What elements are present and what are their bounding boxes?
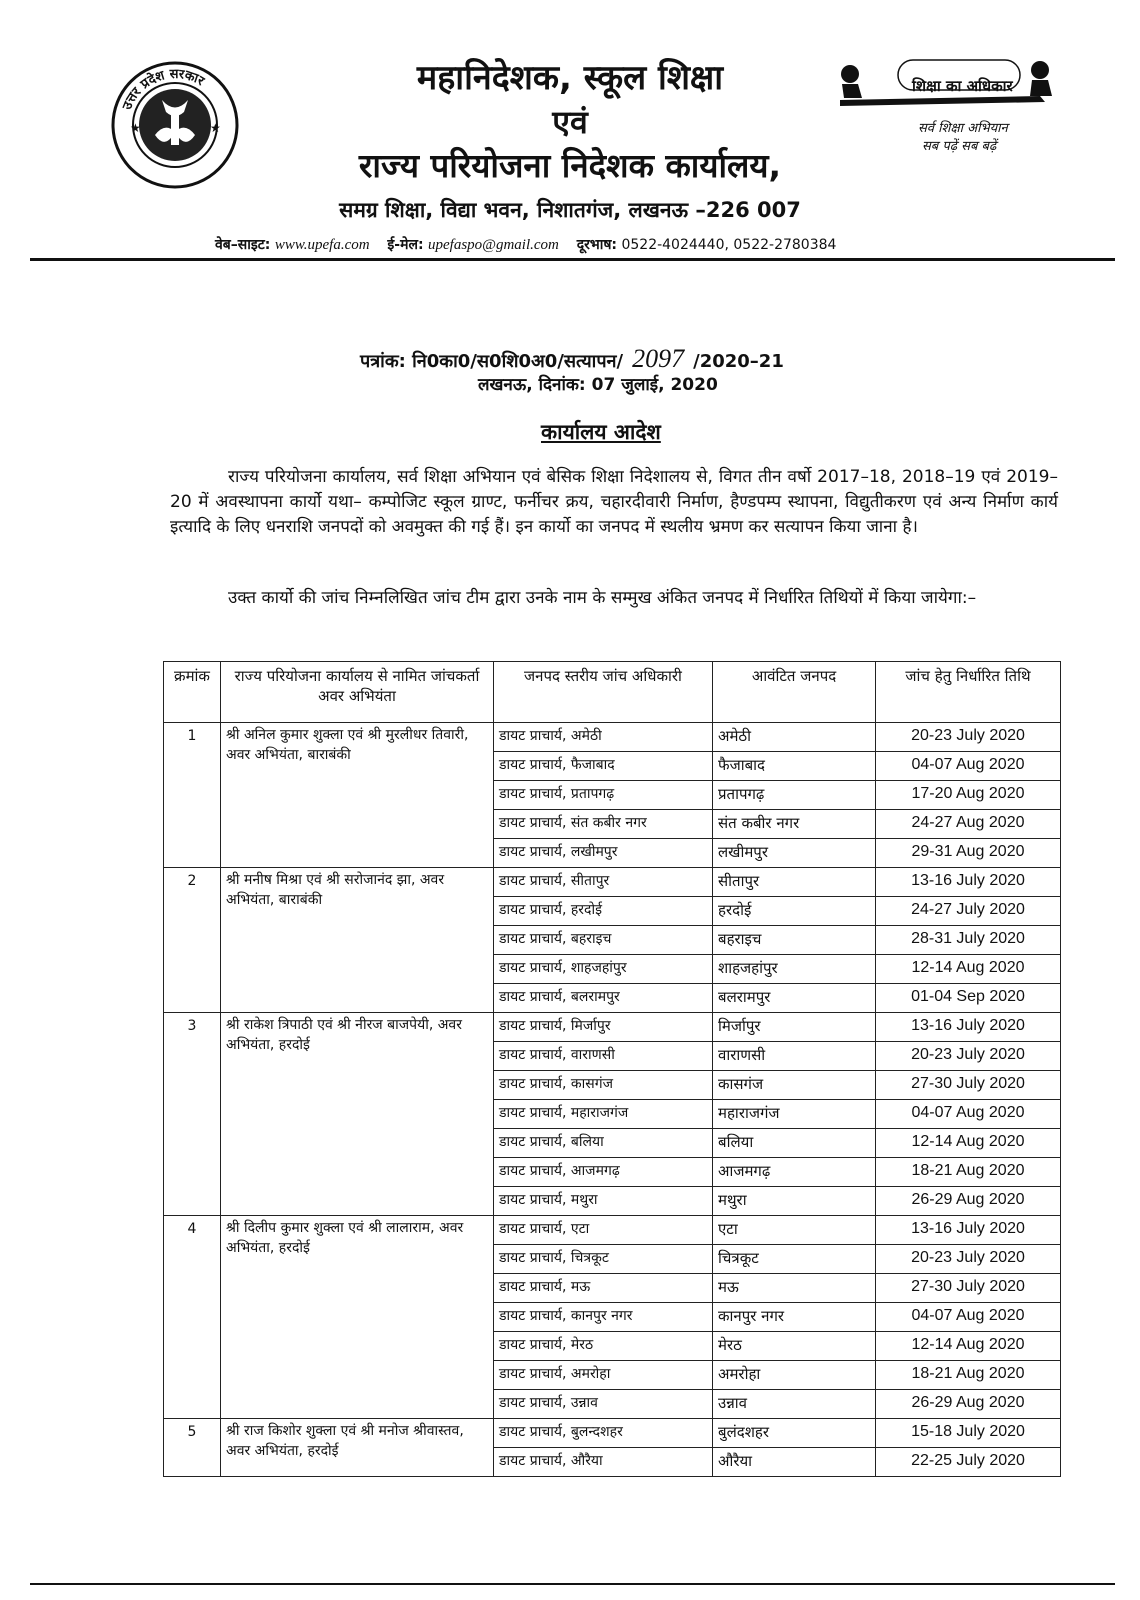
website-link[interactable]: www.upefa.com [274, 237, 370, 253]
svg-text:उत्तर प्रदेश सरकार: उत्तर प्रदेश सरकार [119, 66, 207, 112]
inspection-date: 01-04 Sep 2020 [876, 984, 1061, 1013]
district-officer: डायट प्राचार्य, शाहजहांपुर [494, 955, 713, 984]
district-officer: डायट प्राचार्य, मऊ [494, 1274, 713, 1303]
allotted-district: मेरठ [713, 1332, 876, 1361]
district-officer: डायट प्राचार्य, हरदोई [494, 897, 713, 926]
team-engineers: श्री अनिल कुमार शुक्ला एवं श्री मुरलीधर तिवारी, अवर अभियंता, बाराबंकी [221, 723, 494, 868]
allotted-district: बुलंदशहर [713, 1419, 876, 1448]
district-officer: डायट प्राचार्य, बलरामपुर [494, 984, 713, 1013]
inspection-date: 22-25 July 2020 [876, 1448, 1061, 1477]
reference-prefix: पत्रांक: नि0का0/स0शि0अ0/सत्यापन/ [360, 351, 624, 372]
allotted-district: सीतापुर [713, 868, 876, 897]
inspection-date: 04-07 Aug 2020 [876, 1100, 1061, 1129]
district-officer: डायट प्राचार्य, आजमगढ़ [494, 1158, 713, 1187]
phone-label: दूरभाष: [576, 237, 618, 253]
table-row [164, 723, 1061, 752]
allotted-district: अमेठी [713, 723, 876, 752]
header-title-line1: महानिदेशक, स्कूल शिक्षा [416, 58, 724, 98]
allotted-district: बहराइच [713, 926, 876, 955]
district-officer: डायट प्राचार्य, कासगंज [494, 1071, 713, 1100]
inspection-date: 20-23 July 2020 [876, 723, 1061, 752]
district-officer: डायट प्राचार्य, प्रतापगढ़ [494, 781, 713, 810]
col-header-date: जांच हेतु निर्धारित तिथि [876, 662, 1061, 723]
inspection-date: 29-31 Aug 2020 [876, 839, 1061, 868]
allotted-district: उन्नाव [713, 1390, 876, 1419]
email-label: ई-मेल: [387, 237, 424, 253]
allotted-district: शाहजहांपुर [713, 955, 876, 984]
inspection-date: 24-27 July 2020 [876, 897, 1061, 926]
inspection-date: 26-29 Aug 2020 [876, 1390, 1061, 1419]
col-header-engineer: राज्य परियोजना कार्यालय से नामित जांचकर्ता अवर अभियंता [221, 662, 494, 723]
website-label: वेब–साइट: [215, 237, 271, 253]
team-engineers: श्री दिलीप कुमार शुक्ला एवं श्री लालाराम, अवर अभियंता, हरदोई [221, 1216, 494, 1419]
inspection-date: 26-29 Aug 2020 [876, 1187, 1061, 1216]
district-officer: डायट प्राचार्य, औरैया [494, 1448, 713, 1477]
inspection-date: 13-16 July 2020 [876, 1013, 1061, 1042]
inspection-date: 15-18 July 2020 [876, 1419, 1061, 1448]
sarva-shiksha-subtitle: सर्व शिक्षा अभियान [918, 121, 1008, 136]
inspection-date: 13-16 July 2020 [876, 868, 1061, 897]
svg-text:★: ★ [210, 121, 221, 135]
inspection-date: 04-07 Aug 2020 [876, 1303, 1061, 1332]
allotted-district: प्रतापगढ़ [713, 781, 876, 810]
allotted-district: अमरोहा [713, 1361, 876, 1390]
inspection-date: 20-23 July 2020 [876, 1245, 1061, 1274]
inspection-date: 28-31 July 2020 [876, 926, 1061, 955]
district-officer: डायट प्राचार्य, संत कबीर नगर [494, 810, 713, 839]
inspection-date: 12-14 Aug 2020 [876, 1332, 1061, 1361]
order-paragraph-1: राज्य परियोजना कार्यालय, सर्व शिक्षा अभियान एवं बेसिक शिक्षा निदेशालय से, विगत तीन वर्षो 2017–18, 2018–19 एवं 2019–20 में अवस्थापना कार्यो यथा– कम्पोजिट स्कूल ग्राण्ट, फर्नीचर क्रय, चहारदीवारी निर्माण, हैण्डपम्प स्थापना, विद्युतीकरण एवं अन्य निर्माण कार्य इत्यादि के लिए धनराशि जनपदों को अवमुक्त की गई हैं। इन कार्यो का जनपद में स्थलीय भ्रमण कर सत्यापन किया जाना है। [170, 467, 1058, 537]
inspection-date: 18-21 Aug 2020 [876, 1158, 1061, 1187]
district-officer: डायट प्राचार्य, अमरोहा [494, 1361, 713, 1390]
email-link[interactable]: upefaspo@gmail.com [428, 237, 559, 253]
header-address: समग्र शिक्षा, विद्या भवन, निशातगंज, लखनऊ –226 007 [339, 198, 801, 222]
footer-divider [30, 1583, 1115, 1585]
district-officer: डायट प्राचार्य, सीतापुर [494, 868, 713, 897]
team-engineers: श्री राकेश त्रिपाठी एवं श्री नीरज बाजपेयी, अवर अभियंता, हरदोई [221, 1013, 494, 1216]
col-header-district: आवंटित जनपद [713, 662, 876, 723]
team-serial-number: 4 [164, 1216, 221, 1419]
district-officer: डायट प्राचार्य, बुलन्दशहर [494, 1419, 713, 1448]
allotted-district: मथुरा [713, 1187, 876, 1216]
svg-text:★: ★ [130, 121, 141, 135]
table-row [164, 1013, 1061, 1042]
table-header-row [164, 662, 1061, 723]
up-government-emblem-icon [110, 60, 240, 190]
table-row [164, 1216, 1061, 1245]
sarva-shiksha-slogan: सब पढ़ें सब बढ़ें [922, 139, 997, 154]
place-date: लखनऊ, दिनांक: 07 जुलाई, 2020 [478, 375, 718, 395]
table-row [164, 868, 1061, 897]
col-header-sn: क्रमांक [164, 662, 221, 723]
district-officer: डायट प्राचार्य, बहराइच [494, 926, 713, 955]
allotted-district: औरैया [713, 1448, 876, 1477]
allotted-district: चित्रकूट [713, 1245, 876, 1274]
inspection-date: 24-27 Aug 2020 [876, 810, 1061, 839]
district-officer: डायट प्राचार्य, मथुरा [494, 1187, 713, 1216]
district-officer: डायट प्राचार्य, मिर्जापुर [494, 1013, 713, 1042]
team-engineers: श्री राज किशोर शुक्ला एवं श्री मनोज श्रीवास्तव, अवर अभियंता, हरदोई [221, 1419, 494, 1477]
district-officer: डायट प्राचार्य, एटा [494, 1216, 713, 1245]
inspection-schedule-table [163, 661, 1061, 1477]
district-officer: डायट प्राचार्य, मेरठ [494, 1332, 713, 1361]
header-title-line3: राज्य परियोजना निदेशक कार्यालय, [358, 146, 782, 185]
team-serial-number: 1 [164, 723, 221, 868]
inspection-date: 13-16 July 2020 [876, 1216, 1061, 1245]
allotted-district: वाराणसी [713, 1042, 876, 1071]
order-title: कार्यालय आदेश [541, 420, 661, 444]
district-officer: डायट प्राचार्य, उन्नाव [494, 1390, 713, 1419]
table-row [164, 1419, 1061, 1448]
allotted-district: संत कबीर नगर [713, 810, 876, 839]
inspection-date: 27-30 July 2020 [876, 1071, 1061, 1100]
district-officer: डायट प्राचार्य, फैजाबाद [494, 752, 713, 781]
reference-suffix: /2020–21 [693, 351, 784, 372]
inspection-date: 27-30 July 2020 [876, 1274, 1061, 1303]
district-officer: डायट प्राचार्य, अमेठी [494, 723, 713, 752]
allotted-district: कानपुर नगर [713, 1303, 876, 1332]
letter-reference [360, 344, 784, 374]
allotted-district: मऊ [713, 1274, 876, 1303]
inspection-date: 12-14 Aug 2020 [876, 1129, 1061, 1158]
allotted-district: मिर्जापुर [713, 1013, 876, 1042]
inspection-date: 20-23 July 2020 [876, 1042, 1061, 1071]
district-officer: डायट प्राचार्य, कानपुर नगर [494, 1303, 713, 1332]
phone-numbers: 0522-4024440, 0522-2780384 [621, 237, 837, 253]
allotted-district: कासगंज [713, 1071, 876, 1100]
district-officer: डायट प्राचार्य, महाराजगंज [494, 1100, 713, 1129]
team-serial-number: 2 [164, 868, 221, 1013]
district-officer: डायट प्राचार्य, लखीमपुर [494, 839, 713, 868]
header-title-line2: एवं [552, 103, 588, 141]
allotted-district: फैजाबाद [713, 752, 876, 781]
col-header-officer: जनपद स्तरीय जांच अधिकारी [494, 662, 713, 723]
allotted-district: महाराजगंज [713, 1100, 876, 1129]
contact-line [215, 235, 975, 255]
district-officer: डायट प्राचार्य, बलिया [494, 1129, 713, 1158]
allotted-district: एटा [713, 1216, 876, 1245]
header-divider [30, 258, 1115, 261]
sarva-shiksha-title: शिक्षा का अधिकार [912, 77, 1013, 95]
district-officer: डायट प्राचार्य, वाराणसी [494, 1042, 713, 1071]
allotted-district: हरदोई [713, 897, 876, 926]
order-paragraph-2: उक्त कार्यो की जांच निम्नलिखित जांच टीम द्वारा उनके नाम के सम्मुख अंकित जनपद में निर्धारित तिथियों में किया जायेगा:– [228, 588, 977, 608]
team-serial-number: 5 [164, 1419, 221, 1477]
inspection-date: 18-21 Aug 2020 [876, 1361, 1061, 1390]
allotted-district: बलरामपुर [713, 984, 876, 1013]
district-officer: डायट प्राचार्य, चित्रकूट [494, 1245, 713, 1274]
allotted-district: बलिया [713, 1129, 876, 1158]
allotted-district: लखीमपुर [713, 839, 876, 868]
team-serial-number: 3 [164, 1013, 221, 1216]
inspection-date: 04-07 Aug 2020 [876, 752, 1061, 781]
reference-number: 2097 [632, 344, 685, 373]
allotted-district: आजमगढ़ [713, 1158, 876, 1187]
team-engineers: श्री मनीष मिश्रा एवं श्री सरोजानंद झा, अवर अभियंता, बाराबंकी [221, 868, 494, 1013]
inspection-date: 12-14 Aug 2020 [876, 955, 1061, 984]
inspection-date: 17-20 Aug 2020 [876, 781, 1061, 810]
